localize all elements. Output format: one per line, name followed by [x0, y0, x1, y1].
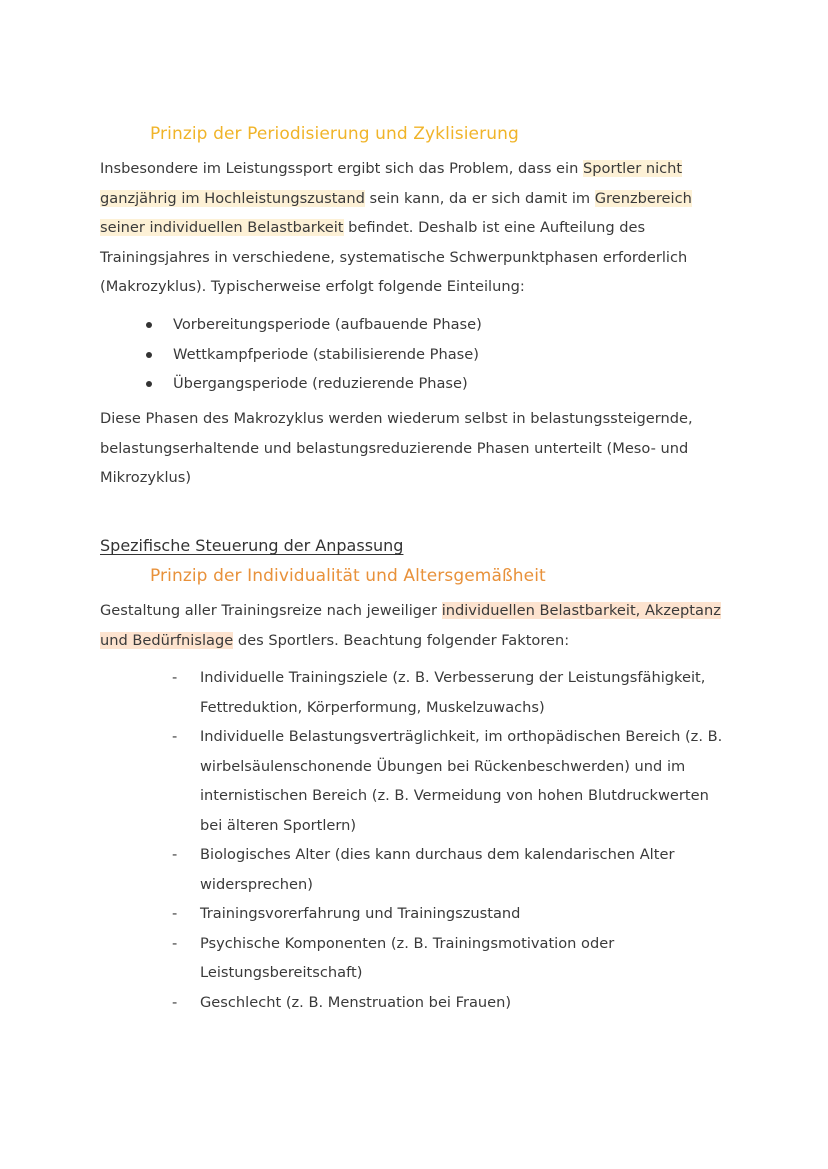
list-item	[172, 663, 732, 722]
highlight-sportler: Sportler nicht ganzjährig im Hochleistungszustand	[100, 160, 683, 207]
list-item	[172, 722, 732, 840]
list-item	[172, 840, 732, 899]
bullet-dot-icon	[146, 352, 152, 358]
heading-individualitaet: Prinzip der Individualität und Altersgemäßheit	[150, 566, 546, 586]
bullet-dot-icon	[146, 322, 152, 328]
list-item	[172, 899, 732, 929]
list-item-text: Biologisches Alter (dies kann durchaus dem kalendarischen Alter widersprechen)	[200, 846, 675, 893]
list-item-text: Geschlecht (z. B. Menstruation bei Frauen)	[200, 993, 512, 1011]
list-item	[172, 929, 732, 988]
highlight-grenzbereich: Grenzbereich seiner individuellen Belastbarkeit	[100, 189, 692, 236]
dash-marker: -	[172, 934, 178, 952]
heading-periodisierung: Prinzip der Periodisierung und Zyklisierung	[150, 124, 519, 144]
list-item-text: Wettkampfperiode (stabilisierende Phase)	[173, 345, 479, 363]
text-segment: befindet. Deshalb ist eine Aufteilung des Trainingsjahres in verschiedene, systematische Schwerpunktphasen erforderlich (Makrozyklus). Typischerweise erfolgt folgende Einteilung:	[100, 219, 688, 295]
subheading-steuerung: Spezifische Steuerung der Anpassung	[100, 536, 404, 555]
list-item-text: Individuelle Belastungsverträglichkeit, im orthopädischen Bereich (z. B. wirbelsäulenschonende Übungen bei Rückenbeschwerden) und im internistischen Bereich (z. B. Vermeidung von hohen Blutdruckwerten bei älteren Sportlern)	[200, 728, 723, 834]
paragraph-periodisierung-intro	[100, 154, 740, 302]
dash-list-faktoren	[172, 663, 732, 1017]
list-item-text: Vorbereitungsperiode (aufbauende Phase)	[173, 316, 482, 333]
list-item	[146, 340, 482, 370]
dash-marker: -	[172, 728, 178, 745]
dash-marker: -	[172, 905, 178, 922]
list-item-text: Übergangsperiode (reduzierende Phase)	[173, 375, 468, 392]
dash-marker: -	[172, 669, 178, 686]
text-segment: Insbesondere im Leistungssport ergibt sich das Problem, dass ein	[100, 160, 583, 177]
paragraph-individualitaet-intro	[100, 596, 740, 655]
list-item-text: Psychische Komponenten (z. B. Trainingsmotivation oder Leistungsbereitschaft)	[200, 934, 615, 981]
bullet-list-perioden	[146, 310, 482, 399]
list-item-text: Trainingsvorerfahrung und Trainingszustand	[200, 905, 521, 922]
text-segment: des Sportlers. Beachtung folgender Faktoren:	[233, 631, 570, 649]
text-segment: sein kann, da er sich damit im	[364, 189, 595, 207]
dash-marker: -	[172, 993, 178, 1011]
paragraph-makrozyklus: Diese Phasen des Makrozyklus werden wiederum selbst in belastungssteigernde, belastungserhaltende und belastungsreduzierende Phasen unterteilt (Meso- und Mikrozyklus)	[100, 410, 693, 486]
list-item	[146, 369, 482, 399]
list-item	[172, 988, 732, 1018]
highlight-belastbarkeit: individuellen Belastbarkeit, Akzeptanz und Bedürfnislage	[100, 602, 721, 649]
dash-marker: -	[172, 846, 178, 863]
list-item	[146, 310, 482, 340]
text-segment: Gestaltung aller Trainingsreize nach jeweiliger	[100, 602, 442, 619]
list-item-text: Individuelle Trainingsziele (z. B. Verbesserung der Leistungsfähigkeit, Fettreduktion, Körperformung, Muskelzuwachs)	[200, 669, 706, 716]
bullet-dot-icon	[146, 381, 152, 387]
